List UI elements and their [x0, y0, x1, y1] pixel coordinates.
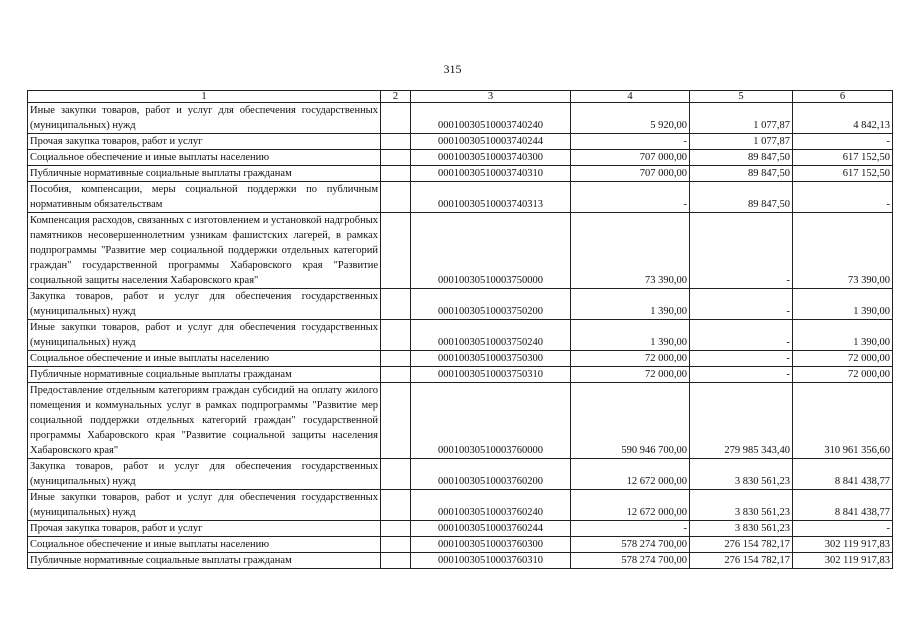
row-name-cell: Публичные нормативные социальные выплаты гражданам	[28, 367, 381, 383]
row-value-col6: -	[793, 182, 893, 213]
row-col2-cell	[381, 459, 411, 490]
row-code-cell: 00010030510003750240	[411, 320, 571, 351]
row-code-cell: 00010030510003760240	[411, 490, 571, 521]
row-value-col5: -	[690, 351, 793, 367]
table-row	[28, 383, 893, 459]
row-col2-cell	[381, 367, 411, 383]
row-value-col4: 73 390,00	[571, 213, 690, 289]
table-row	[28, 134, 893, 150]
table-header-row	[28, 91, 893, 103]
row-value-col4: 1 390,00	[571, 320, 690, 351]
table-row	[28, 103, 893, 134]
row-value-col5: 1 077,87	[690, 103, 793, 134]
row-col2-cell	[381, 351, 411, 367]
column-header: 4	[571, 91, 690, 103]
row-code-cell: 00010030510003740310	[411, 166, 571, 182]
row-name-cell: Социальное обеспечение и иные выплаты населению	[28, 351, 381, 367]
row-name-cell: Иные закупки товаров, работ и услуг для обеспечения государственных (муниципальных) нужд	[28, 490, 381, 521]
row-col2-cell	[381, 537, 411, 553]
row-code-cell: 00010030510003740313	[411, 182, 571, 213]
row-code-cell: 00010030510003750200	[411, 289, 571, 320]
row-value-col4: 12 672 000,00	[571, 459, 690, 490]
row-value-col6: 1 390,00	[793, 320, 893, 351]
row-value-col6: 617 152,50	[793, 166, 893, 182]
row-col2-cell	[381, 320, 411, 351]
row-value-col6: 302 119 917,83	[793, 537, 893, 553]
row-value-col5: 276 154 782,17	[690, 553, 793, 569]
row-value-col4: -	[571, 182, 690, 213]
row-value-col5: -	[690, 367, 793, 383]
row-value-col6: 72 000,00	[793, 367, 893, 383]
row-value-col4: 590 946 700,00	[571, 383, 690, 459]
column-header: 1	[28, 91, 381, 103]
row-name-cell: Предоставление отдельным категориям граждан субсидий на оплату жилого помещения и коммунальных услуг в рамках подпрограммы "Развитие мер социальной поддержки отдельных категорий граждан" государственной программы Хабаровского края "Развитие социальной защиты населения Хабаровского края"	[28, 383, 381, 459]
table-row	[28, 289, 893, 320]
row-value-col5: 3 830 561,23	[690, 521, 793, 537]
row-value-col4: 72 000,00	[571, 367, 690, 383]
row-col2-cell	[381, 182, 411, 213]
row-value-col4: 707 000,00	[571, 150, 690, 166]
row-value-col5: -	[690, 289, 793, 320]
row-value-col4: 72 000,00	[571, 351, 690, 367]
row-code-cell: 00010030510003760244	[411, 521, 571, 537]
row-name-cell: Социальное обеспечение и иные выплаты населению	[28, 537, 381, 553]
row-name-cell: Иные закупки товаров, работ и услуг для обеспечения государственных (муниципальных) нужд	[28, 103, 381, 134]
row-value-col5: 89 847,50	[690, 166, 793, 182]
row-name-cell: Закупка товаров, работ и услуг для обеспечения государственных (муниципальных) нужд	[28, 289, 381, 320]
row-name-cell: Прочая закупка товаров, работ и услуг	[28, 521, 381, 537]
row-col2-cell	[381, 521, 411, 537]
table-row	[28, 320, 893, 351]
row-name-cell: Закупка товаров, работ и услуг для обеспечения государственных (муниципальных) нужд	[28, 459, 381, 490]
row-col2-cell	[381, 134, 411, 150]
column-header: 2	[381, 91, 411, 103]
row-value-col4: 707 000,00	[571, 166, 690, 182]
row-value-col6: -	[793, 521, 893, 537]
row-name-cell: Публичные нормативные социальные выплаты гражданам	[28, 166, 381, 182]
table-row	[28, 537, 893, 553]
row-value-col4: -	[571, 521, 690, 537]
row-value-col6: -	[793, 134, 893, 150]
row-value-col4: 5 920,00	[571, 103, 690, 134]
row-code-cell: 00010030510003760300	[411, 537, 571, 553]
budget-table	[27, 90, 893, 569]
table-row	[28, 553, 893, 569]
table-row	[28, 182, 893, 213]
row-value-col4: 578 274 700,00	[571, 553, 690, 569]
row-code-cell: 00010030510003750000	[411, 213, 571, 289]
column-header: 6	[793, 91, 893, 103]
row-value-col5: 89 847,50	[690, 182, 793, 213]
row-name-cell: Иные закупки товаров, работ и услуг для обеспечения государственных (муниципальных) нужд	[28, 320, 381, 351]
row-name-cell: Компенсация расходов, связанных с изготовлением и установкой надгробных памятников несовершеннолетним узникам фашистских лагерей, в рамках подпрограммы "Развитие мер социальной поддержки отдельных категорий граждан" государственной программы Хабаровского края "Развитие социальной защиты населения Хабаровского края"	[28, 213, 381, 289]
row-value-col6: 72 000,00	[793, 351, 893, 367]
row-name-cell: Социальное обеспечение и иные выплаты населению	[28, 150, 381, 166]
row-col2-cell	[381, 553, 411, 569]
row-value-col6: 617 152,50	[793, 150, 893, 166]
column-header: 5	[690, 91, 793, 103]
row-value-col6: 73 390,00	[793, 213, 893, 289]
row-name-cell: Публичные нормативные социальные выплаты гражданам	[28, 553, 381, 569]
row-value-col6: 4 842,13	[793, 103, 893, 134]
row-col2-cell	[381, 150, 411, 166]
row-value-col5: 3 830 561,23	[690, 459, 793, 490]
row-code-cell: 00010030510003740300	[411, 150, 571, 166]
row-code-cell: 00010030510003760000	[411, 383, 571, 459]
row-col2-cell	[381, 103, 411, 134]
row-code-cell: 00010030510003740244	[411, 134, 571, 150]
row-value-col5: 1 077,87	[690, 134, 793, 150]
table-row	[28, 459, 893, 490]
row-value-col5: 276 154 782,17	[690, 537, 793, 553]
row-name-cell: Пособия, компенсации, меры социальной поддержки по публичным нормативным обязательствам	[28, 182, 381, 213]
row-value-col6: 1 390,00	[793, 289, 893, 320]
table-row	[28, 213, 893, 289]
row-value-col6: 8 841 438,77	[793, 490, 893, 521]
row-code-cell: 00010030510003750300	[411, 351, 571, 367]
row-value-col6: 8 841 438,77	[793, 459, 893, 490]
table-row	[28, 166, 893, 182]
row-value-col4: 12 672 000,00	[571, 490, 690, 521]
row-col2-cell	[381, 289, 411, 320]
row-code-cell: 00010030510003760200	[411, 459, 571, 490]
row-value-col6: 310 961 356,60	[793, 383, 893, 459]
row-col2-cell	[381, 166, 411, 182]
row-value-col5: 3 830 561,23	[690, 490, 793, 521]
row-col2-cell	[381, 490, 411, 521]
row-value-col6: 302 119 917,83	[793, 553, 893, 569]
row-code-cell: 00010030510003740240	[411, 103, 571, 134]
row-col2-cell	[381, 213, 411, 289]
row-col2-cell	[381, 383, 411, 459]
row-value-col4: -	[571, 134, 690, 150]
row-code-cell: 00010030510003750310	[411, 367, 571, 383]
row-value-col4: 578 274 700,00	[571, 537, 690, 553]
row-value-col5: 279 985 343,40	[690, 383, 793, 459]
page-number: 315	[443, 62, 462, 76]
table-row	[28, 367, 893, 383]
table-row	[28, 150, 893, 166]
row-value-col5: 89 847,50	[690, 150, 793, 166]
row-value-col5: -	[690, 320, 793, 351]
column-header: 3	[411, 91, 571, 103]
row-value-col4: 1 390,00	[571, 289, 690, 320]
row-name-cell: Прочая закупка товаров, работ и услуг	[28, 134, 381, 150]
table-row	[28, 351, 893, 367]
table-row	[28, 490, 893, 521]
row-code-cell: 00010030510003760310	[411, 553, 571, 569]
row-value-col5: -	[690, 213, 793, 289]
table-row	[28, 521, 893, 537]
